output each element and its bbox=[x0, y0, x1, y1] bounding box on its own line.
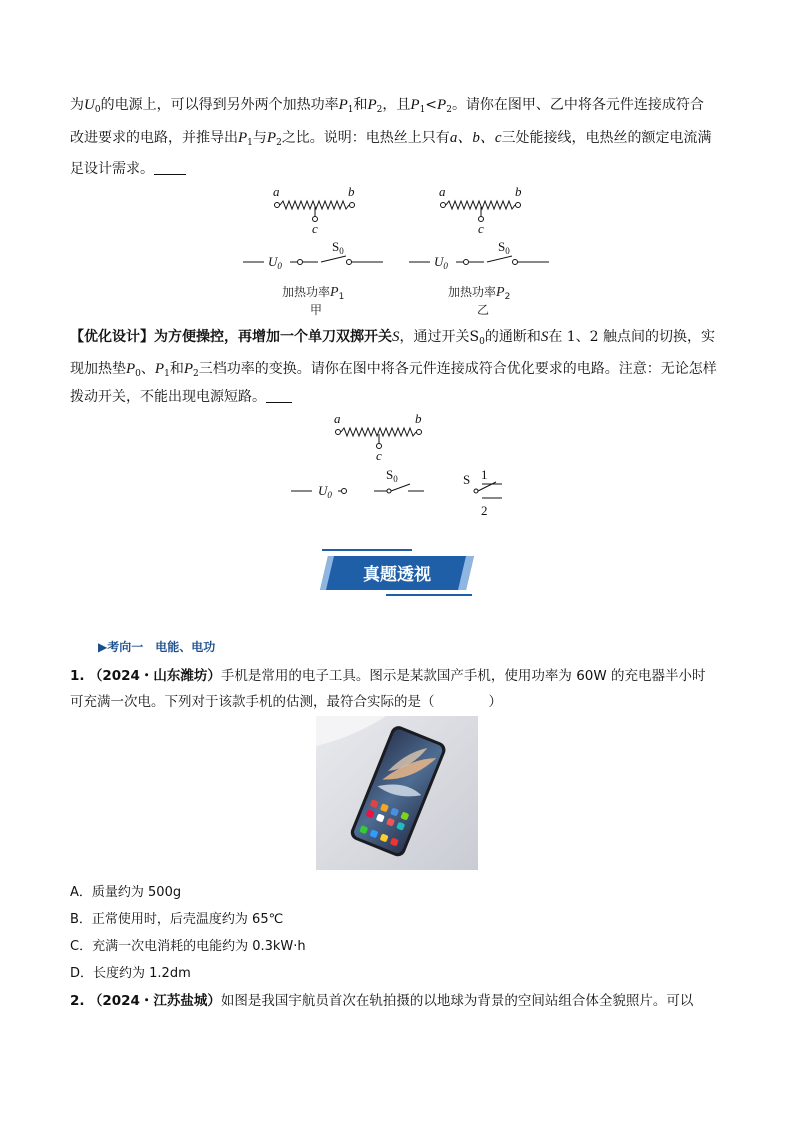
q2-line1: 2. （2024・江苏盐城）如图是我国宇航员首次在轨拍摄的以地球为背景的空间站组合体全貌照片。可以 bbox=[70, 993, 694, 1009]
para1-line3: 足设计需求。 bbox=[70, 162, 720, 176]
terminal-a-opt: a bbox=[334, 411, 341, 426]
terminal-a-yi: a bbox=[439, 184, 446, 199]
phone-photo bbox=[316, 716, 478, 870]
terminal-c-jia: c bbox=[312, 221, 318, 236]
label-jia: 甲 bbox=[310, 303, 323, 317]
switch-s-opt: S bbox=[463, 472, 471, 487]
para1-line2: 改进要求的电路，并推导出$P_1$与$P_2$之比。说明：电热丝上只有a、b、c三处能接线，电热丝的额定电流满 bbox=[70, 130, 712, 148]
terminal-b-yi: b bbox=[515, 184, 522, 199]
terminal-c-opt: c bbox=[376, 448, 382, 463]
q1-line1: 1. （2024・山东潍坊）手机是常用的电子工具。图示是某款国产手机，使用功率为 60W 的充电器半小时 bbox=[70, 668, 706, 684]
label-yi: 乙 bbox=[477, 303, 490, 317]
section-heading: ▶考向一 电能、电功 bbox=[98, 640, 216, 654]
caption-jia: 加热功率$P_1$ bbox=[282, 285, 345, 302]
q1-option-b[interactable]: B．正常使用时，后壳温度约为 65℃ bbox=[70, 912, 284, 927]
resistor-opt bbox=[336, 428, 422, 449]
para2-line2: 现加热垫$P_0$、$P_1$和$P_2$三档功率的变换。请你在图中将各元件连接成符合优化要求的电路。注意：无论怎样 bbox=[70, 361, 717, 379]
para2-line1: 【优化设计】为方便操控，再增加一个单刀双掷开关S，通过开关$S_0$的通断和S在 1、2 触点间的切换，实 bbox=[70, 329, 716, 347]
source-u0-opt: $U_0$ bbox=[318, 483, 332, 500]
para2-line3: 拨动开关，不能出现电源短路。 bbox=[70, 390, 720, 404]
para1-line1: 为$U_0$的电源上，可以得到另外两个加热功率$P_1$和$P_2$，且$P_1<P_2$。请你在图甲、乙中将各元件连接成符合 bbox=[70, 97, 704, 115]
q1-option-a[interactable]: A．质量约为 500g bbox=[70, 885, 182, 900]
terminal-c-yi: c bbox=[478, 221, 484, 236]
circuit-figure-2 bbox=[0, 0, 794, 530]
terminal-b-opt: b bbox=[415, 411, 422, 426]
banner-title: 真题透视 bbox=[363, 565, 431, 585]
terminal-b-jia: b bbox=[348, 184, 355, 199]
switch-s0-opt: $S_0$ bbox=[386, 467, 398, 484]
q1-option-c[interactable]: C．充满一次电消耗的电能约为 0.3kW·h bbox=[70, 939, 306, 954]
contact-2: 2 bbox=[481, 503, 488, 518]
switch-s0-jia: $S_0$ bbox=[332, 239, 344, 256]
section-banner bbox=[316, 548, 478, 598]
terminal-a-jia: a bbox=[273, 184, 280, 199]
caption-yi: 加热功率$P_2$ bbox=[448, 285, 511, 302]
switch-s0-yi: $S_0$ bbox=[498, 239, 510, 256]
contact-1: 1 bbox=[481, 467, 488, 482]
q1-option-d[interactable]: D．长度约为 1.2dm bbox=[70, 966, 191, 981]
source-u0-yi: $U_0$ bbox=[434, 254, 448, 271]
q1-line2: 可充满一次电。下列对于该款手机的估测，最符合实际的是（ ） bbox=[70, 694, 502, 710]
source-u0-jia: $U_0$ bbox=[268, 254, 282, 271]
